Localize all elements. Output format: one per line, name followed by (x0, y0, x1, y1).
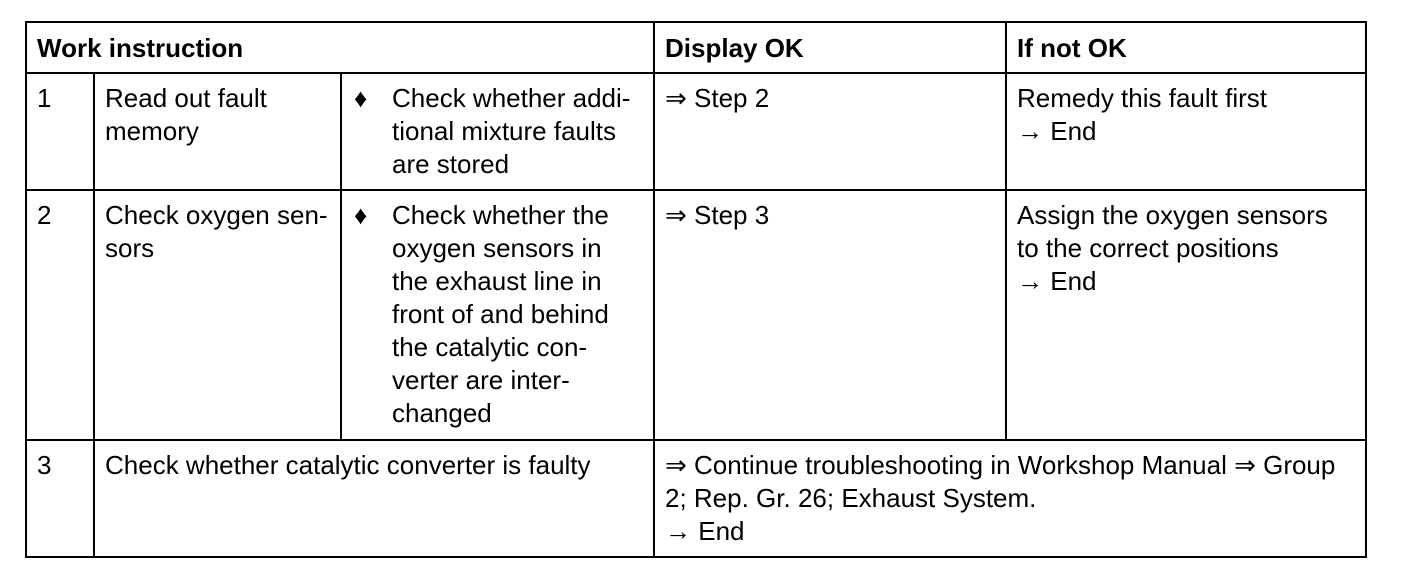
text-line: the catalytic con- (392, 332, 588, 362)
text-line: oxygen sensors in (392, 233, 602, 263)
header-if-not-ok: If not OK (1006, 22, 1366, 73)
step-number: 3 (26, 440, 94, 557)
table-row (26, 73, 1366, 190)
if-not-ok-cell (1006, 190, 1366, 440)
text-line: 2; Rep. Gr. 26; Exhaust System. (665, 483, 1037, 513)
step-description (94, 440, 654, 557)
text-line: ⇒ Step 3 (665, 200, 770, 230)
text-line: Read out fault (105, 83, 267, 113)
text-line: Check oxygen sen- (105, 200, 328, 230)
text-line: → End (665, 516, 745, 546)
check-cell (341, 190, 654, 440)
step-description (94, 190, 341, 440)
text-line: ⇒ Continue troubleshooting in Workshop Manual ⇒ Group (665, 450, 1336, 480)
table-row (26, 190, 1366, 440)
text-line: → End (1017, 266, 1097, 296)
text-line: to the correct positions (1017, 233, 1279, 263)
text-line: Assign the oxygen sensors (1017, 200, 1328, 230)
text-line: Remedy this fault first (1017, 83, 1267, 113)
check-cell (341, 73, 654, 190)
text-line: Check whether the (392, 200, 609, 230)
diamond-bullet-icon: ♦ (354, 200, 368, 230)
text-line: Check whether catalytic converter is faulty (105, 450, 591, 480)
text-line: are stored (392, 149, 510, 179)
work-instruction-table (25, 21, 1367, 558)
text-line: tional mixture faults (392, 116, 616, 146)
text-line: sors (105, 233, 155, 263)
step-number: 2 (26, 190, 94, 440)
if-not-ok-cell (1006, 73, 1366, 190)
header-work-instruction: Work instruction (26, 22, 654, 73)
diamond-bullet-icon: ♦ (354, 83, 368, 113)
step-description (94, 73, 341, 190)
header-row (26, 22, 1366, 73)
text-line: the exhaust line in (392, 266, 602, 296)
table-row (26, 440, 1366, 557)
step-number: 1 (26, 73, 94, 190)
text-line: verter are inter- (392, 365, 570, 395)
text-line: → End (1017, 116, 1097, 146)
result-cell (654, 440, 1366, 557)
text-line: ⇒ Step 2 (665, 83, 770, 113)
text-line: changed (392, 398, 492, 428)
text-line: Check whether addi- (392, 83, 631, 113)
header-display-ok: Display OK (654, 22, 1006, 73)
text-line: memory (105, 116, 199, 146)
display-ok-cell (654, 190, 1006, 440)
display-ok-cell (654, 73, 1006, 190)
text-line: front of and behind (392, 299, 609, 329)
